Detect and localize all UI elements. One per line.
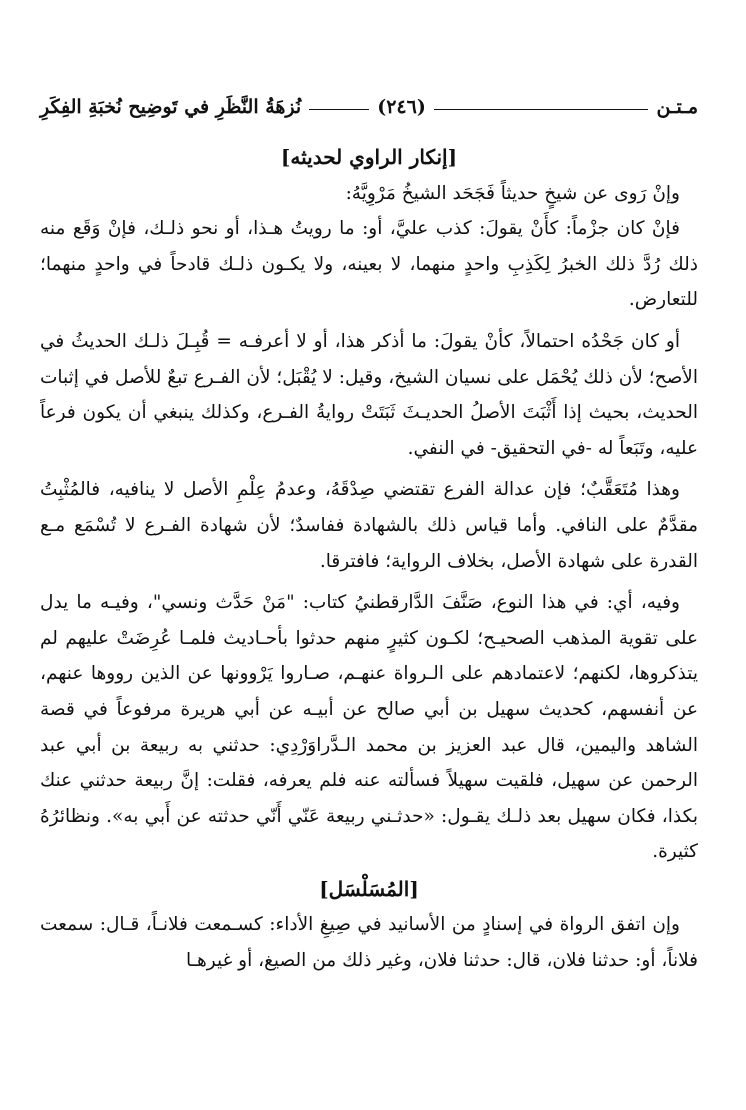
- page-body: [40, 140, 698, 979]
- header-rule-short: [309, 109, 369, 110]
- section-heading-narrator-denial: [إنكار الراوي لحديثه]: [280, 145, 458, 169]
- paragraph: وهذا مُتَعَقَّبٌ؛ فإن عدالة الفرع تقتضي صِدْقَهُ، وعدمُ عِلْمِ الأصل لا ينافيه، فالمُثْبِتُ مقدَّمٌ على النافي. وأما قياس ذلك بالشهادة ففاسدٌ؛ لأن شهادة الفـرع لا تُسْمَع مـع القدرة على شهادة الأصل، بخلاف الرواية؛ فافترقا.: [40, 479, 698, 572]
- book-title: نُزهَةُ النَّظَرِ في تَوضِيح نُخبَةِ الفِكَرِ: [40, 96, 302, 118]
- paragraph: وفيه، أي: في هذا النوع، صَنَّفَ الدَّارقطنيُ كتاب: "مَنْ حَدَّث ونسي"، وفيـه ما يدل على تقوية المذهب الصحيـح؛ لكـون كثيرٍ منهم حدثوا بأحـاديث فلمـا عُرِضَتْ عليهم لم يتذكروها، لكنهم؛ لاعتمادهم على الـرواة عنهـم، صـاروا يَرْوونها عن الذين رووها عنهم، عن أنفسهم، كحديث سهيل بن أبي صالح عن أبيـه عن أبي هريرة مرفوعاً في قصة الشاهد واليمين، قال عبد العزيز بن محمد الـدَّراوَرْدِي: حدثني به ربيعة بن أبي عبد الرحمن عن سهيل، فلقيت سهيلاً فسألته عنه فلم يعرفه، فقلت: إنَّ ربيعة حدثني عنك بكذا، فكان سهيل بعد ذلـك يقـول: «حدثـني ربيعة عَنّي أَنّي حدثته عن أَبي به». ونظائرُهُ كثيرة.: [40, 592, 698, 863]
- page-number: (٢٤٦): [377, 96, 426, 118]
- header-rule: [434, 109, 649, 110]
- paragraph: أو كان جَحْدُه احتمالاً، كأنْ يقولَ: ما أذكر هذا، أو لا أعرفـه = قُبِـلَ ذلـك الحديثُ في الأصح؛ لأن ذلك يُحْمَل على نسيان الشيخ، وقيل: لا يُقْبَل؛ لأن الفـرع تبعٌ للأصل في إثبات الحديث، بحيث إذا أَثْبَتَ الأصلُ الحديـثَ ثَبَتَتْ روايةُ الفـرع، وكذلك ينبغي أن يكون فرعاً عليه، وتَبَعاً له -في التحقيق- في النفي.: [40, 330, 698, 459]
- paragraph: فإنْ كان جزْماً: كأَنْ يقولَ: كذب عليَّ، أو: ما رويتُ هـذا، أو نحو ذلـك، فإنْ وَقَع منه ذلك رُدَّ ذلك الخبرُ لِكَذِبِ واحدٍ منهما، لا بعينه، ولا يكـون ذلـك قادحاً في واحدٍ منهما؛ للتعارض.: [40, 218, 698, 311]
- section-heading-musalsal: [المُسَلْسَل]: [319, 876, 419, 901]
- header-section-label: مـتـن: [656, 96, 698, 118]
- page-header: [40, 86, 698, 118]
- paragraph: وإنْ رَوى عن شيخٍ حديثاً فَجَحَد الشيخُ مَرْوِيَّهُ:: [345, 182, 680, 204]
- paragraph: وإن اتفق الرواة في إسنادٍ من الأسانيد في صِيغِ الأداء: كسـمعت فلانـاً، قـال: سمعت فلاناً، أو: حدثنا فلان، قال: حدثنا فلان، وغير ذلك من الصيغ، أو غيرهـا: [40, 914, 698, 972]
